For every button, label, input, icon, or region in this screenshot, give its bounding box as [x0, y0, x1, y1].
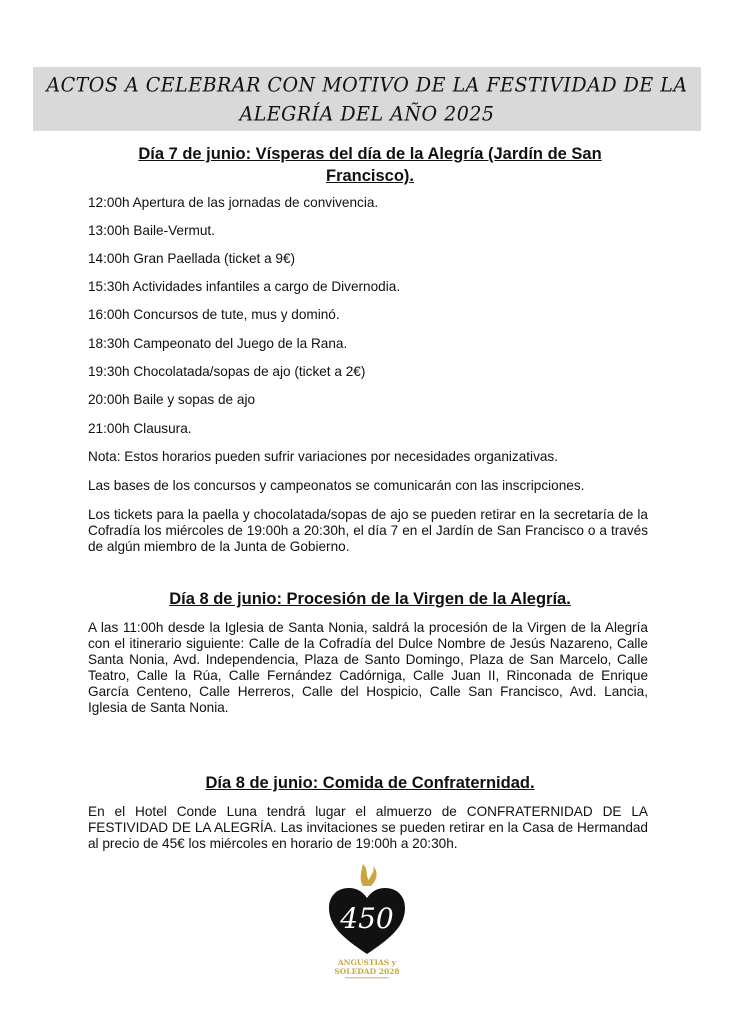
section-heading-procession: Día 8 de junio: Procesión de la Virgen de la Alegría.: [169, 590, 571, 608]
bases-text: Las bases de los concursos y campeonatos se comunicarán con las inscripciones.: [88, 478, 585, 493]
schedule-item: 16:00h Concursos de tute, mus y dominó.: [88, 307, 340, 322]
logo-text-2: SOLEDAD 2028: [334, 967, 400, 976]
schedule-item: 12:00h Apertura de las jornadas de convivencia.: [88, 195, 379, 210]
schedule-item: 20:00h Baile y sopas de ajo: [88, 392, 256, 407]
note-text: Nota: Estos horarios pueden sufrir variaciones por necesidades organizativas.: [88, 449, 558, 464]
schedule-item: 15:30h Actividades infantiles a cargo de Divernodia.: [88, 279, 401, 294]
schedule-item: 19:30h Chocolatada/sopas de ajo (ticket a 2€): [88, 364, 366, 379]
schedule-item: 14:00h Gran Paellada (ticket a 9€): [88, 251, 296, 266]
schedule-item: 21:00h Clausura.: [88, 421, 192, 436]
lunch-text: En el Hotel Conde Luna tendrá lugar el almuerzo de CONFRATERNIDAD DE LA FESTIVIDAD DE LA ALEGRÍA. Las invitaciones se pueden retirar en la Casa de Hermandad al precio de 45€ los miércoles en horario de 19:00h a 20:30h.: [88, 804, 648, 851]
heading-line-1: Día 7 de junio: Vísperas del día de la Alegría (Jardín de San: [138, 145, 602, 163]
section-heading-lunch: Día 8 de junio: Comida de Confraternidad.: [205, 774, 535, 792]
schedule-item: 18:30h Campeonato del Juego de la Rana.: [88, 336, 348, 351]
title-banner: [33, 67, 701, 131]
heading-line-2: Francisco).: [325, 167, 415, 185]
anniversary-logo: [323, 862, 411, 984]
title-line-2: ALEGRÍA DEL AÑO 2025: [239, 102, 495, 126]
logo-text-1: ANGUSTIAS y: [337, 958, 397, 967]
tickets-text: Los tickets para la paella y chocolatada/sopas de ajo se pueden retirar en la secretaría de la Cofradía los miércoles de 19:00h a 20:30h, el día 7 en el Jardín de San Francisco o a través de algún miembro de la Junta de Gobierno.: [88, 507, 648, 554]
section-heading-day7: [90, 143, 650, 187]
title-line-1: ACTOS A CELEBRAR CON MOTIVO DE LA FESTIVIDAD DE LA: [46, 73, 688, 97]
procession-text: A las 11:00h desde la Iglesia de Santa Nonia, saldrá la procesión de la Virgen de la Alegría con el itinerario siguiente: Calle de la Cofradía del Dulce Nombre de Jesús Nazareno, Calle Santa Nonia, Avd. Independencia, Plaza de Santo Domingo, Plaza de San Marcelo, Calle Teatro, Calle la Rúa, Calle Fernández Cadórniga, Calle Juan II, Rinconada de Enrique García Centeno, Calle Herreros, Calle del Hospicio, Calle San Francisco, Avd. Lancia, Iglesia de Santa Nonia.: [88, 620, 648, 715]
heart-450-logo-icon: [323, 862, 411, 984]
logo-number: 450: [340, 902, 394, 935]
schedule-item: 13:00h Baile-Vermut.: [88, 223, 215, 238]
